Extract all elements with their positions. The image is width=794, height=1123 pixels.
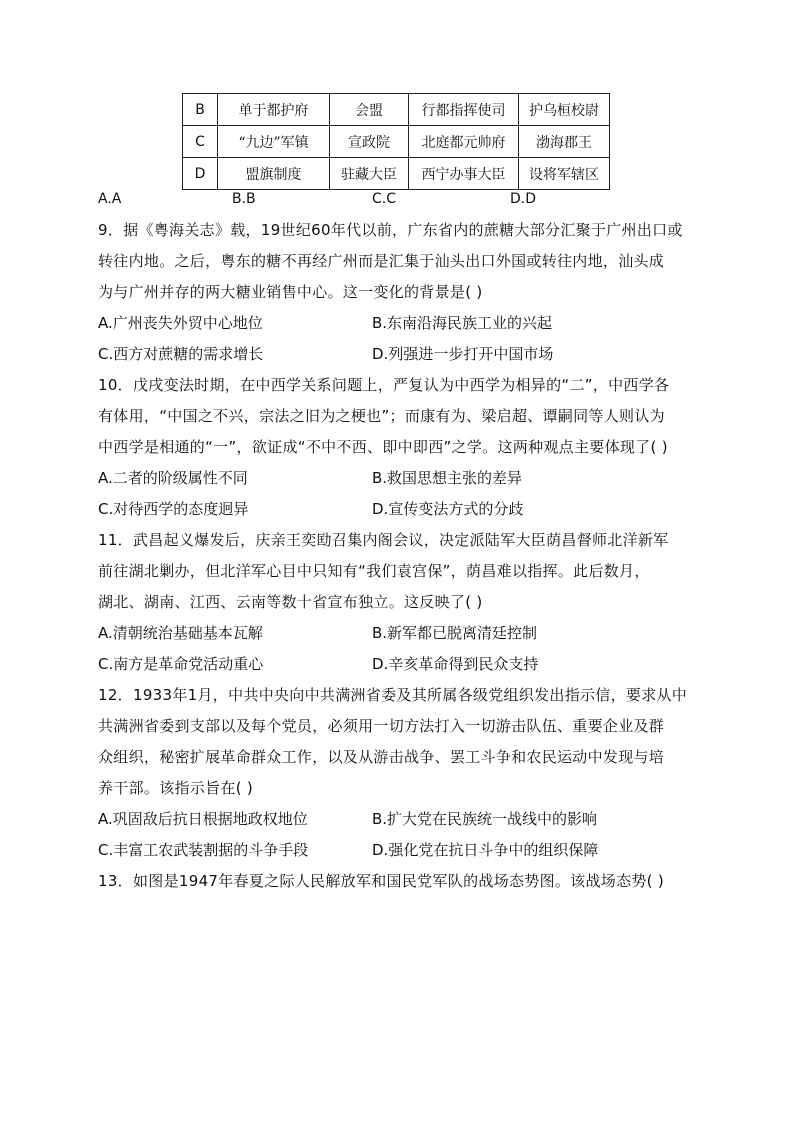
option-c[interactable]: C.南方是革命党活动重心 [98, 655, 264, 673]
option-d[interactable]: D.强化党在抗日斗争中的组织保障 [372, 841, 599, 859]
option-c[interactable]: C.丰富工农武装割据的斗争手段 [98, 841, 309, 859]
table-cell: “九边”军镇 [218, 126, 330, 158]
stem-line: 13．如图是1947年春夏之际人民解放军和国民党军队的战场态势图。该战场态势( ) [98, 872, 665, 890]
stem-line: 中西学是相通的“一”，欲证成“不中不西、即中即西”之学。这两种观点主要体现了( ) [98, 438, 668, 456]
table-cell: 驻藏大臣 [330, 158, 409, 190]
question-13-stem [98, 866, 698, 897]
stem-line: 养干部。该指示旨在( ) [98, 779, 254, 797]
table-cell: 西宁办事大臣 [409, 158, 519, 190]
table-cell: 渤海郡王 [519, 126, 610, 158]
stem-line: 湖北、湖南、江西、云南等数十省宣布独立。这反映了( ) [98, 593, 483, 611]
table-row [183, 158, 610, 190]
stem-line: 10．戊戌变法时期，在中西学关系问题上，严复认为中西学为相异的“二”，中西学各 [98, 376, 670, 394]
option-b[interactable]: B.扩大党在民族统一战线中的影响 [372, 810, 598, 828]
table-cell: 设将军辖区 [519, 158, 610, 190]
option-a[interactable]: A.清朝统治基础基本瓦解 [98, 624, 263, 642]
answer-option-c[interactable]: C.C [372, 191, 397, 207]
stem-line: 有体用，“中国之不兴，宗法之旧为之梗也”；而康有为、梁启超、谭嗣同等人则认为 [98, 407, 665, 425]
table-cell: 盟旗制度 [218, 158, 330, 190]
question-12-options-row [98, 835, 698, 866]
table-cell: 宣政院 [330, 126, 409, 158]
stem-line: 转往内地。之后，粤东的糖不再经广州而是汇集于汕头出口外国或转往内地，汕头成 [98, 252, 665, 270]
table-row [183, 126, 610, 158]
table-row [183, 94, 610, 126]
table-cell: 行都指挥使司 [409, 94, 519, 126]
table-cell: 北庭都元帅府 [409, 126, 519, 158]
option-d[interactable]: D.宣传变法方式的分歧 [372, 500, 524, 518]
stem-line: 众组织，秘密扩展革命群众工作，以及从游击战争、罢工斗争和农民运动中发现与培 [98, 748, 665, 766]
answer-option-a[interactable]: A.A [98, 191, 122, 207]
question-11-options-row [98, 618, 698, 649]
option-c[interactable]: C.西方对蔗糖的需求增长 [98, 345, 264, 363]
stem-line: 共满洲省委到支部以及每个党员，必须用一切方法打入一切游击队伍、重要企业及群 [98, 717, 665, 735]
option-a[interactable]: A.二者的阶级属性不同 [98, 469, 248, 487]
answer-option-b[interactable]: B.B [232, 191, 256, 207]
question-9-stem [98, 215, 698, 308]
stem-line: 前往湖北剿办，但北洋军心目中只知有“我们袁宫保”，荫昌难以指挥。此后数月， [98, 562, 650, 580]
option-b[interactable]: B.新军都已脱离清廷控制 [372, 624, 538, 642]
table-cell: 单于都护府 [218, 94, 330, 126]
option-d[interactable]: D.列强进一步打开中国市场 [372, 345, 554, 363]
options-table [182, 93, 610, 190]
option-a[interactable]: A.巩固敌后抗日根据地政权地位 [98, 810, 308, 828]
question-9-options-row [98, 308, 698, 339]
stem-line: 11．武昌起义爆发后，庆亲王奕劻召集内阁会议，决定派陆军大臣荫昌督师北洋新军 [98, 531, 669, 549]
question-10-options-row [98, 494, 698, 525]
question-9-options-row [98, 339, 698, 370]
option-c[interactable]: C.对待西学的态度迥异 [98, 500, 249, 518]
question-10-options-row [98, 463, 698, 494]
question-10-stem [98, 370, 698, 463]
table-cell: 护乌桓校尉 [519, 94, 610, 126]
row-label: C [183, 126, 218, 158]
question-12-options-row [98, 804, 698, 835]
option-b[interactable]: B.救国思想主张的差异 [372, 469, 523, 487]
row-label: B [183, 94, 218, 126]
question-11-stem [98, 525, 698, 618]
option-a[interactable]: A.广州丧失外贸中心地位 [98, 314, 263, 332]
question-12-stem [98, 680, 698, 804]
stem-line: 12．1933年1月，中共中央向中共满洲省委及其所属各级党组织发出指示信，要求从中 [98, 686, 688, 704]
answer-option-d[interactable]: D.D [510, 191, 537, 207]
option-d[interactable]: D.辛亥革命得到民众支持 [372, 655, 539, 673]
row-label: D [183, 158, 218, 190]
stem-line: 为与广州并存的两大糖业销售中心。这一变化的背景是( ) [98, 283, 483, 301]
stem-line: 9．据《粤海关志》载，19世纪60年代以前，广东省内的蔗糖大部分汇聚于广州出口或 [98, 221, 683, 239]
question-11-options-row [98, 649, 698, 680]
option-b[interactable]: B.东南沿海民族工业的兴起 [372, 314, 553, 332]
table-cell: 会盟 [330, 94, 409, 126]
